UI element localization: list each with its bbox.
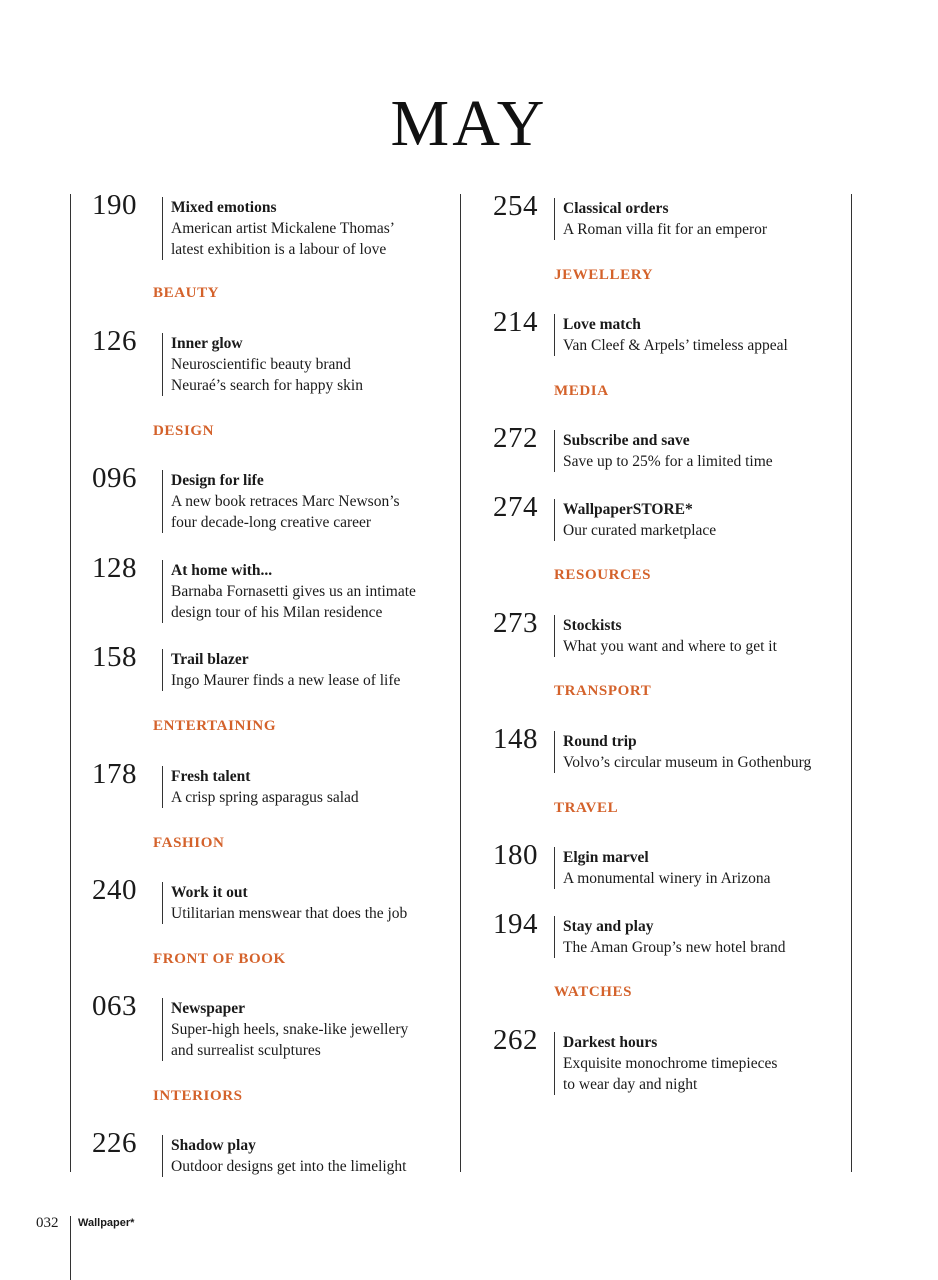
- footer-rule: [70, 1216, 71, 1280]
- entry-text: [554, 615, 777, 657]
- section-heading-design: DESIGN: [153, 423, 215, 439]
- page-number: 190: [92, 189, 137, 221]
- entry-title: Newspaper: [171, 1000, 246, 1017]
- entry-description: Van Cleef & Arpels’ timeless appeal: [563, 337, 788, 354]
- entry-description: Our curated marketplace: [563, 522, 717, 539]
- entry-title: WallpaperSTORE*: [563, 501, 693, 518]
- section-heading-fashion: FASHION: [153, 835, 225, 851]
- section-heading-entertaining: ENTERTAINING: [153, 718, 277, 734]
- page-number: 148: [493, 723, 538, 755]
- entry-title: Stockists: [563, 617, 622, 634]
- entry-text: [554, 847, 771, 889]
- entry-description: Outdoor designs get into the limelight: [171, 1158, 407, 1175]
- entry-title: Subscribe and save: [563, 432, 690, 449]
- entry-description: four decade-long creative career: [171, 514, 372, 531]
- entry-title: Design for life: [171, 472, 264, 489]
- section-heading-media: MEDIA: [554, 383, 609, 399]
- page-number: 214: [493, 306, 538, 338]
- entry-title: Classical orders: [563, 200, 669, 217]
- entry-title: Shadow play: [171, 1137, 256, 1154]
- page-number: 096: [92, 462, 137, 494]
- entry-title: At home with...: [171, 562, 273, 579]
- entry-title: Inner glow: [171, 335, 243, 352]
- entry-description: Ingo Maurer finds a new lease of life: [171, 672, 401, 689]
- page-number: 063: [92, 990, 137, 1022]
- entry-description: What you want and where to get it: [563, 638, 777, 655]
- page-number: 226: [92, 1127, 137, 1159]
- entry-text: [162, 333, 363, 396]
- entry-description: Volvo’s circular museum in Gothenburg: [563, 754, 812, 771]
- entry-title: Work it out: [171, 884, 248, 901]
- center-column-rule: [460, 194, 461, 1172]
- right-column-rule: [851, 194, 852, 1172]
- entry-title: Fresh talent: [171, 768, 251, 785]
- entry-text: [162, 470, 400, 533]
- entry-title: Trail blazer: [171, 651, 249, 668]
- entry-text: [162, 766, 359, 808]
- page-number: 274: [493, 491, 538, 523]
- entry-text: [554, 731, 811, 773]
- left-column-rule: [70, 194, 71, 1172]
- page-title: MAY: [390, 87, 548, 160]
- entry-description: Super-high heels, snake-like jewellery: [171, 1021, 409, 1038]
- entry-description: Neuroscientific beauty brand: [171, 356, 351, 373]
- entry-description: design tour of his Milan residence: [171, 604, 383, 621]
- entry-text: [554, 314, 788, 356]
- entry-title: Round trip: [563, 733, 637, 750]
- page-number: 194: [493, 908, 538, 940]
- entry-text: [554, 430, 773, 472]
- page-number: 158: [92, 641, 137, 673]
- entry-description: Save up to 25% for a limited time: [563, 453, 773, 470]
- section-heading-watches: WATCHES: [554, 984, 633, 1000]
- entry-title: Darkest hours: [563, 1034, 658, 1051]
- entry-text: [554, 916, 786, 958]
- brand-logo: Wallpaper*: [78, 1217, 135, 1229]
- section-heading-jewellery: JEWELLERY: [554, 267, 654, 283]
- entry-description: A monumental winery in Arizona: [563, 870, 771, 887]
- page-number: 262: [493, 1024, 538, 1056]
- entry-description: to wear day and night: [563, 1076, 698, 1093]
- page-number: 180: [493, 839, 538, 871]
- entry-description: Neuraé’s search for happy skin: [171, 377, 363, 394]
- entry-description: The Aman Group’s new hotel brand: [563, 939, 786, 956]
- section-heading-travel: TRAVEL: [554, 800, 619, 816]
- entry-text: [162, 197, 395, 260]
- entry-title: Elgin marvel: [563, 849, 649, 866]
- entry-text: [554, 499, 716, 541]
- page-number: 240: [92, 874, 137, 906]
- entry-text: [554, 198, 767, 240]
- entry-description: latest exhibition is a labour of love: [171, 241, 387, 258]
- entry-description: Barnaba Fornasetti gives us an intimate: [171, 583, 416, 600]
- entry-text: [162, 560, 416, 623]
- page-number: 178: [92, 758, 137, 790]
- entry-text: [162, 882, 407, 924]
- section-heading-interiors: INTERIORS: [153, 1088, 243, 1104]
- entry-description: Exquisite monochrome timepieces: [563, 1055, 778, 1072]
- page-number: 126: [92, 325, 137, 357]
- entry-description: Utilitarian menswear that does the job: [171, 905, 408, 922]
- entry-title: Mixed emotions: [171, 199, 277, 216]
- page-number: 272: [493, 422, 538, 454]
- entry-title: Stay and play: [563, 918, 654, 935]
- section-heading-beauty: BEAUTY: [153, 285, 220, 301]
- entry-text: [162, 649, 400, 691]
- entry-description: A new book retraces Marc Newson’s: [171, 493, 400, 510]
- page-number: 128: [92, 552, 137, 584]
- entry-title: Love match: [563, 316, 641, 333]
- section-heading-transport: TRANSPORT: [554, 683, 652, 699]
- folio-page-number: 032: [36, 1215, 59, 1231]
- entry-text: [554, 1032, 777, 1095]
- section-heading-resources: RESOURCES: [554, 567, 652, 583]
- entry-description: A Roman villa fit for an emperor: [563, 221, 768, 238]
- entry-description: and surrealist sculptures: [171, 1042, 321, 1059]
- entry-description: American artist Mickalene Thomas’: [171, 220, 395, 237]
- section-heading-front-of-book: FRONT OF BOOK: [153, 951, 286, 967]
- entry-text: [162, 1135, 407, 1177]
- entry-text: [162, 998, 408, 1061]
- page-number: 254: [493, 190, 538, 222]
- page-number: 273: [493, 607, 538, 639]
- entry-description: A crisp spring asparagus salad: [171, 789, 359, 806]
